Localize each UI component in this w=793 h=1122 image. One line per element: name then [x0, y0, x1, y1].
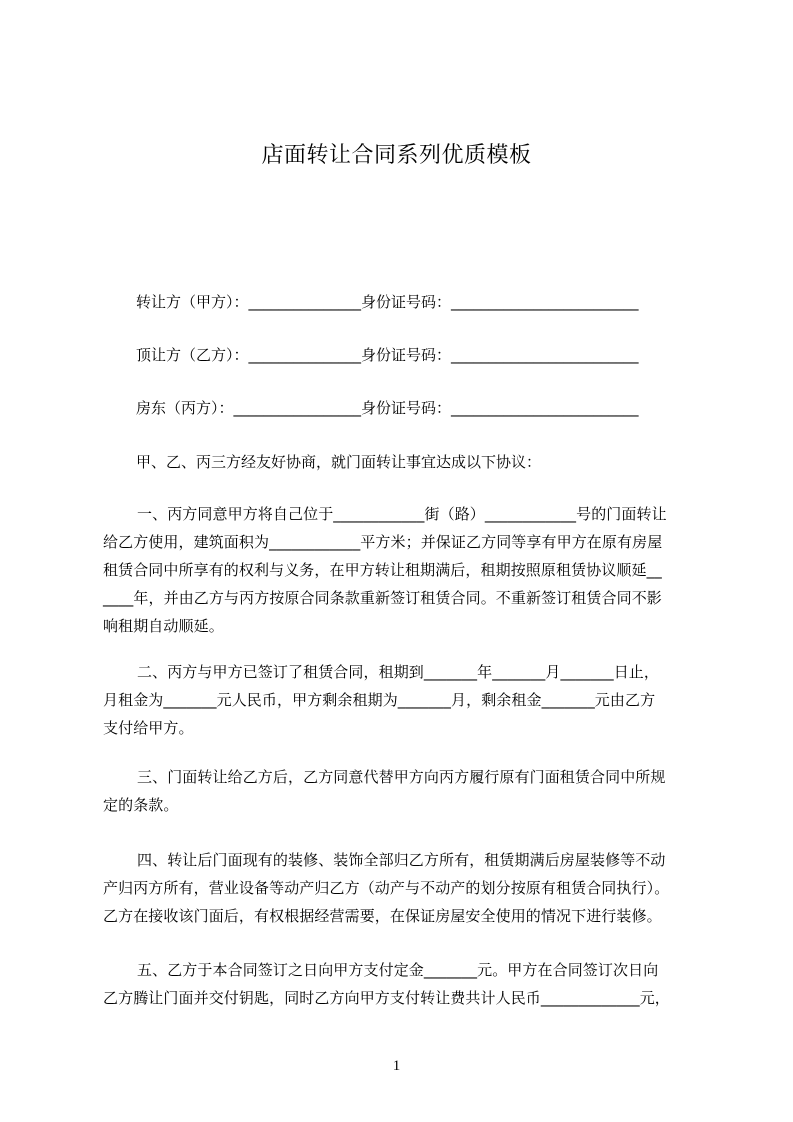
agreement-intro: 甲、乙、丙三方经友好协商，就门面转让事宜达成以下协议：: [136, 453, 542, 471]
party-transferor-line: 转让方（甲方）：_______________身份证号码：_________________________: [136, 293, 639, 311]
clause-line: 五、乙方于本合同签订之日向甲方支付定金_______元。甲方在合同签订次日向: [137, 961, 659, 979]
clause-line: 乙方腾让门面并交付钥匙，同时乙方向甲方支付转让费共计人民币_____________元，: [103, 989, 670, 1007]
clause-1: [103, 500, 703, 640]
clause-line: 四、转让后门面现有的装修、装饰全部归乙方所有，租赁期满后房屋装修等不动: [137, 851, 666, 869]
clause-2: [103, 658, 703, 742]
clause-line: 产归丙方所有，营业设备等动产归乙方（动产与不动产的划分按原有租赁合同执行）。: [103, 879, 670, 897]
clause-line: 响租期自动顺延。: [103, 617, 224, 635]
clause-line: 二、丙方与甲方已签订了租赁合同，租期到_______年_______月_______日止，: [137, 663, 660, 681]
clause-3: [103, 763, 703, 819]
party-landlord-line: 房东（丙方）：_________________身份证号码：_________________________: [136, 399, 639, 417]
clause-line: 租赁合同中所享有的权利与义务，在甲方转让租期满后，租期按照原租赁协议顺延__: [103, 561, 662, 579]
clause-line: 一、丙方同意甲方将自己位于____________街（路）____________号的门面转让: [137, 505, 667, 523]
clause-line: 定的条款。: [103, 796, 179, 814]
clause-5: [103, 956, 703, 1012]
clause-4: [103, 846, 703, 930]
clause-line: 三、门面转让给乙方后，乙方同意代替甲方向丙方履行原有门面租赁合同中所规: [137, 768, 666, 786]
clause-line: 乙方在接收该门面后，有权根据经营需要，在保证房屋安全使用的情况下进行装修。: [103, 907, 662, 925]
page-number: 1: [392, 1058, 401, 1074]
clause-line: 给乙方使用，建筑面积为____________平方米；并保证乙方同等享有甲方在原有房屋: [103, 533, 663, 551]
clause-line: 月租金为_______元人民币，甲方剩余租期为_______月，剩余租金_______元由乙方: [103, 691, 656, 709]
clause-line: ____年，并由乙方与丙方按原合同条款重新签订租赁合同。不重新签订租赁合同不影: [103, 589, 662, 607]
clause-line: 支付给甲方。: [103, 719, 194, 737]
party-transferee-line: 顶让方（乙方）：_______________身份证号码：_________________________: [136, 346, 639, 364]
document-title: 店面转让合同系列优质模板: [261, 143, 532, 168]
